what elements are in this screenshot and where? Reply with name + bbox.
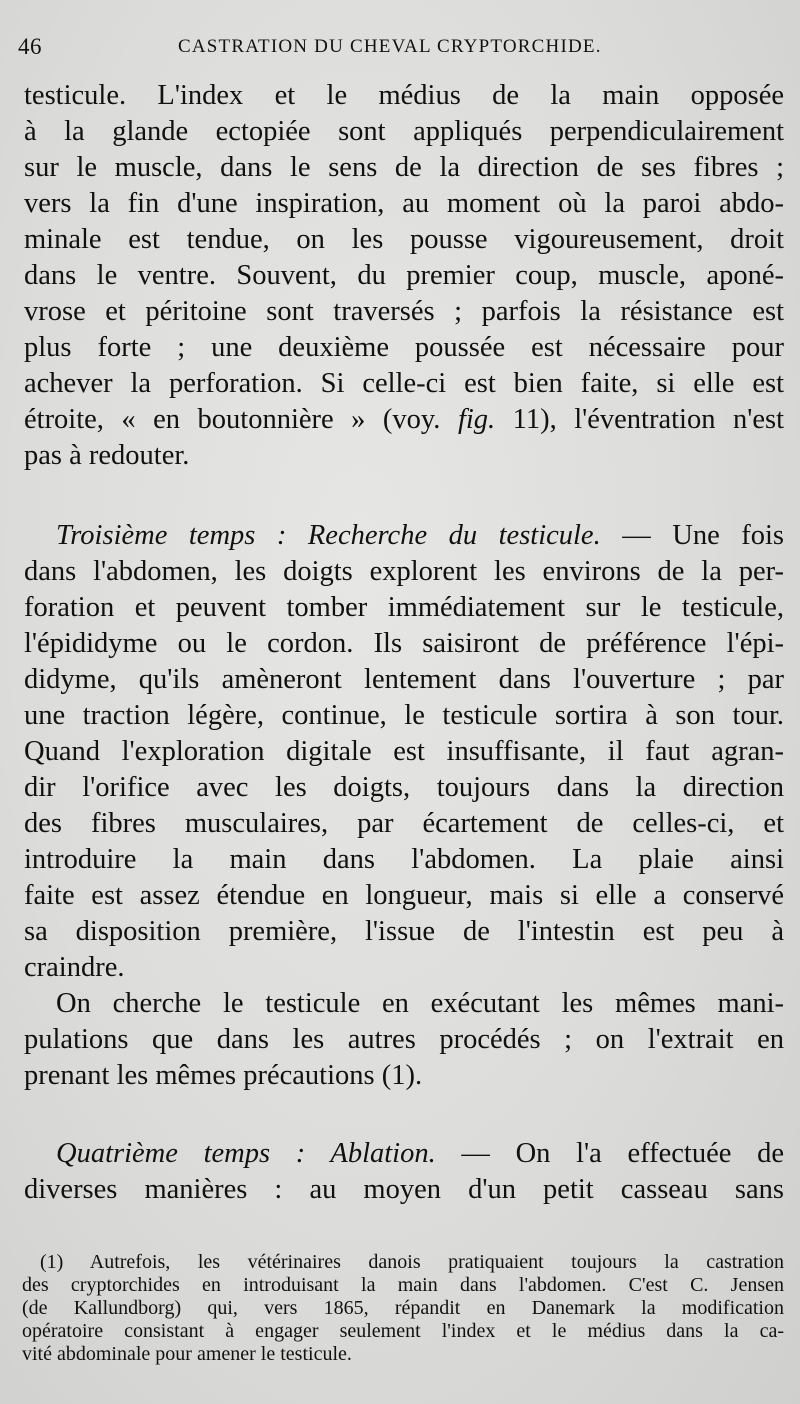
text-line: vers la fin d'une inspiration, au moment où la paroi abdo- <box>24 188 784 219</box>
text-line: sa disposition première, l'issue de l'intestin est peu à <box>24 916 784 947</box>
text-line: dans l'abdomen, les doigts explorent les environs de la per- <box>24 556 784 587</box>
text-line: l'épididyme ou le cordon. Ils saisiront de préférence l'épi- <box>24 628 784 659</box>
footnote-line: des cryptorchides en introduisant la main dans l'abdomen. C'est C. Jensen <box>22 1274 784 1296</box>
text-line: vrose et péritoine sont traversés ; parfois la résistance est <box>24 296 784 327</box>
text-line: pas à redouter. <box>24 440 190 471</box>
footnote-line: opératoire consistant à engager seulement l'index et le médius dans la ca- <box>22 1320 784 1342</box>
text-fragment: étroite, « en boutonnière » (voy. <box>24 404 458 435</box>
section-heading-line <box>56 1136 784 1172</box>
text-line: une traction légère, continue, le testicule sortira à son tour. <box>24 700 784 731</box>
text-line: craindre. <box>24 952 125 983</box>
text-line: On cherche le testicule en exécutant les mêmes mani- <box>56 988 784 1019</box>
text-line: minale est tendue, on les pousse vigoureusement, droit <box>24 224 784 255</box>
footnote-line: vité abdominale pour amener le testicule. <box>22 1343 352 1365</box>
text-line: sur le muscle, dans le sens de la direction de ses fibres ; <box>24 152 784 183</box>
footnote-line: (de Kallundborg) qui, vers 1865, répandit en Danemark la modification <box>22 1297 784 1319</box>
text-line: testicule. L'index et le médius de la main opposée <box>24 80 784 111</box>
section-heading: Quatrième temps : Ablation. <box>56 1138 436 1169</box>
text-line: diverses manières : au moyen d'un petit casseau sans <box>24 1174 784 1205</box>
text-line: dans le ventre. Souvent, du premier coup, muscle, aponé- <box>24 260 784 291</box>
text-line: achever la perforation. Si celle-ci est bien faite, si elle est <box>24 368 784 399</box>
text-line: dir l'orifice avec les doigts, toujours dans la direction <box>24 772 784 803</box>
text-line: plus forte ; une deuxième poussée est nécessaire pour <box>24 332 784 363</box>
text-line: des fibres musculaires, par écartement de celles-ci, et <box>24 808 784 839</box>
running-header <box>18 34 786 62</box>
section-heading-line <box>56 518 784 554</box>
text-fragment: — Une fois <box>600 520 784 551</box>
text-line: introduire la main dans l'abdomen. La plaie ainsi <box>24 844 784 875</box>
running-title: CASTRATION DU CHEVAL CRYPTORCHIDE. <box>178 36 602 57</box>
footnote-line: (1) Autrefois, les vétérinaires danois pratiquaient toujours la castration <box>40 1251 784 1273</box>
section-heading: Troisième temps : Recherche du testicule. <box>56 520 601 551</box>
figure-reference: fig. <box>457 404 496 435</box>
text-line: faite est assez étendue en longueur, mais si elle a conservé <box>24 880 784 911</box>
text-line: prenant les mêmes précautions (1). <box>24 1060 423 1091</box>
text-fragment: — On l'a effectuée de <box>435 1138 784 1169</box>
text-fragment: 11), l'éventration n'est <box>495 404 784 435</box>
text-line: pulations que dans les autres procédés ; on l'extrait en <box>24 1024 784 1055</box>
page-number: 46 <box>18 34 42 59</box>
text-line: à la glande ectopiée sont appliqués perpendiculairement <box>24 116 784 147</box>
text-line: foration et peuvent tomber immédiatement sur le testicule, <box>24 592 784 623</box>
text-line: didyme, qu'ils amèneront lentement dans l'ouverture ; par <box>24 664 784 695</box>
text-line: Quand l'exploration digitale est insuffisante, il faut agran- <box>24 736 784 767</box>
text-line-with-figure-ref <box>24 402 784 438</box>
